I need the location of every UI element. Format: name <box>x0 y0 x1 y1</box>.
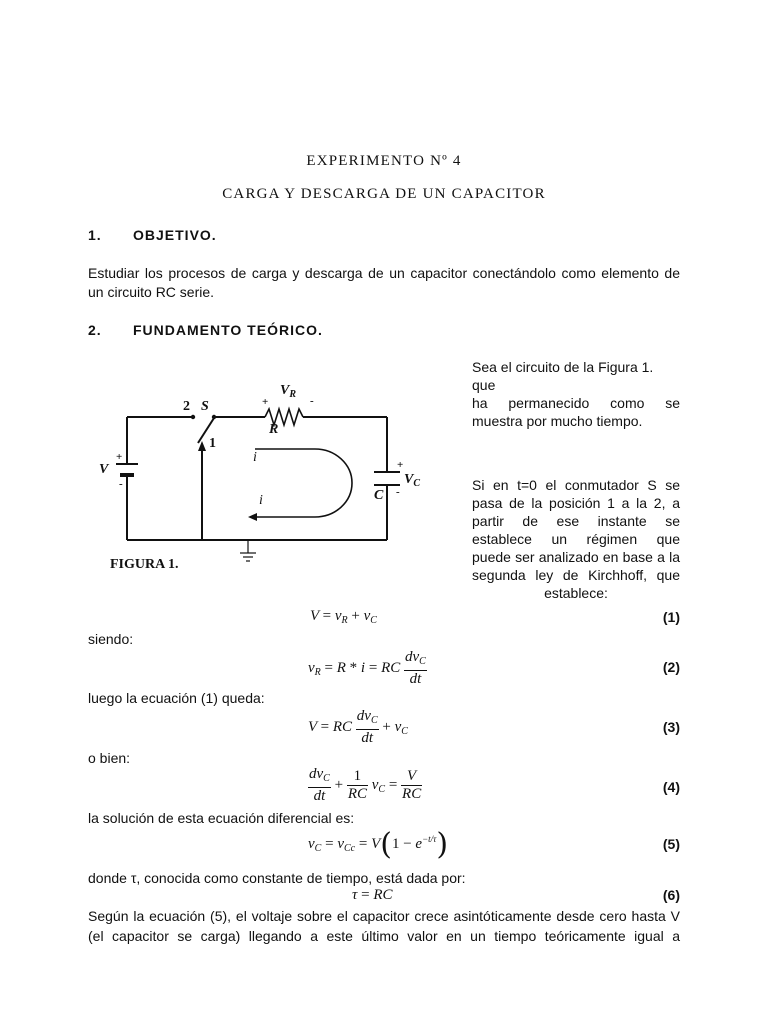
document-title: EXPERIMENTO Nº 4 <box>306 153 462 169</box>
equation-1: $V = v_R + v_C$ <box>310 608 377 626</box>
section-number: 2. <box>88 322 102 338</box>
text-line: segunda ley de Kirchhoff, que <box>472 567 680 583</box>
objective-text-line: Estudiar los procesos de carga y descarga de un capacitor conectándolo como elemento de <box>88 265 680 281</box>
minus-sign: - <box>310 395 314 407</box>
current-loop-arrow <box>255 449 352 517</box>
plus-sign: + <box>116 451 123 463</box>
equation-number: (3) <box>662 719 680 735</box>
figure-caption: FIGURA 1. <box>110 557 179 572</box>
section-title: OBJETIVO. <box>133 227 217 243</box>
objective-text-line: un circuito RC serie. <box>88 284 215 300</box>
section-number: 1. <box>88 227 102 243</box>
text-siendo: siendo: <box>88 631 134 647</box>
equation-number: (5) <box>662 836 680 852</box>
text-line: Si en t=0 el conmutador S se <box>472 477 680 493</box>
equation-4: $\frac{dv_C}{dt}$ + $\frac{1}{RC}$ $v_C$ = $\frac{V}{RC}$ <box>309 766 422 804</box>
side-paragraph <box>472 476 680 602</box>
plus-sign: + <box>262 396 269 408</box>
text-line: puede ser analizado en base a la <box>472 549 680 565</box>
final-text-line: Según la ecuación (5), el voltaje sobre el capacitor crece asintóticamente desde cero hasta V <box>88 908 680 924</box>
section-title: FUNDAMENTO TEÓRICO. <box>133 322 323 338</box>
switch-position-label: 2 <box>183 399 190 414</box>
equation-5: $v_C = v_{Cc} = V(1 - e^{-t/\tau})$ <box>308 827 449 862</box>
text-line: muestra por mucho tiempo. <box>472 413 643 429</box>
current-label: i <box>253 450 257 465</box>
equation-number: (6) <box>662 887 680 903</box>
source-label: V <box>99 462 109 477</box>
text-solucion: la solución de esta ecuación diferencial es: <box>88 810 355 826</box>
switch-label: S <box>201 399 209 414</box>
text-line: ha permanecido como se <box>472 395 680 411</box>
plus-sign: + <box>397 459 404 471</box>
switch-contact <box>191 415 195 419</box>
document-subtitle: CARGA Y DESCARGA DE UN CAPACITOR <box>222 186 546 202</box>
text-luego: luego la ecuación (1) queda: <box>88 690 265 706</box>
equation-number: (4) <box>662 779 680 795</box>
equation-number: (2) <box>662 659 680 675</box>
resistor-voltage-label: $V_R$ <box>280 383 297 400</box>
text-line: partir de ese instante se <box>472 513 680 529</box>
equation-number: (1) <box>662 609 680 625</box>
text-line: establece un régimen que <box>472 531 680 547</box>
text-line: establece: <box>544 585 608 601</box>
capacitor-label: C <box>374 488 384 503</box>
text-donde: donde τ, conocida como constante de tiempo, está dada por: <box>88 870 466 886</box>
resistor-label: R <box>269 422 279 437</box>
text-obien: o bien: <box>88 750 131 766</box>
minus-sign: - <box>396 486 400 498</box>
text-line: Sea el circuito de la Figura 1. que <box>472 359 654 393</box>
equation-6: τ = RC <box>352 887 393 903</box>
side-paragraph <box>472 358 680 430</box>
text-line: pasa de la posición 1 a la 2, a <box>472 495 680 511</box>
capacitor-voltage-label: $V_C$ <box>404 472 421 489</box>
final-text-line: (el capacitor se carga) llegando a este último valor en un tiempo teóricamente igual a <box>88 928 680 944</box>
minus-sign: - <box>119 478 123 490</box>
current-arrowhead <box>248 513 257 521</box>
current-label: i <box>259 493 263 508</box>
switch-contact <box>212 415 216 419</box>
equation-2: $v_R = R * i$ = RC $\frac{dv_C}{dt}$ <box>308 649 426 687</box>
switch-position-label: 1 <box>209 436 216 451</box>
rc-circuit-diagram <box>90 375 450 585</box>
equation-3: V = RC $\frac{dv_C}{dt}$ + $v_C$ <box>308 708 408 746</box>
